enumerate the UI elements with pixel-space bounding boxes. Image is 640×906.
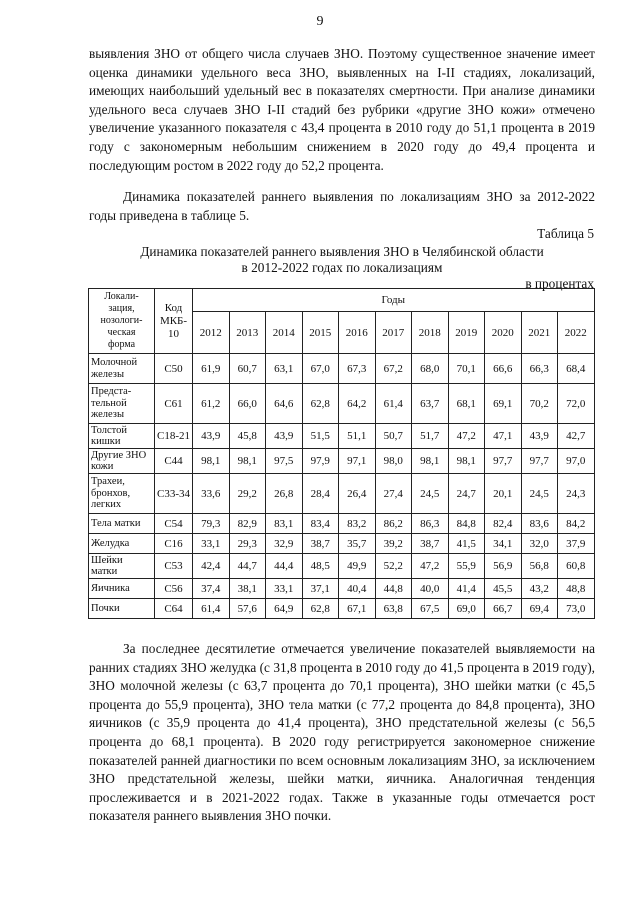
cell-value: 52,2 [375,554,412,579]
table-row [89,554,595,579]
row-localization: Трахеи, бронхов, легких [89,474,155,514]
row-localization: Желудка [89,534,155,554]
cell-value: 26,4 [339,474,376,514]
cell-value: 44,8 [375,579,412,599]
cell-value: 50,7 [375,424,412,449]
cell-value: 37,9 [558,534,595,554]
cell-value: 32,0 [521,534,558,554]
header-year: 2012 [193,312,230,354]
cell-value: 43,9 [266,424,303,449]
cell-value: 24,7 [448,474,485,514]
cell-value: 67,3 [339,354,376,384]
cell-value: 82,9 [229,514,266,534]
cell-value: 97,0 [558,449,595,474]
cell-value: 70,1 [448,354,485,384]
cell-value: 84,8 [448,514,485,534]
table-body [89,354,595,619]
cell-value: 97,7 [485,449,522,474]
early-detection-table [88,288,595,619]
cell-value: 83,1 [266,514,303,534]
row-icd-code: C53 [155,554,193,579]
cell-value: 98,1 [229,449,266,474]
cell-value: 64,2 [339,384,376,424]
table-row [89,449,595,474]
cell-value: 38,1 [229,579,266,599]
row-icd-code: C56 [155,579,193,599]
cell-value: 84,2 [558,514,595,534]
row-icd-code: C16 [155,534,193,554]
cell-value: 33,1 [266,579,303,599]
cell-value: 47,2 [448,424,485,449]
paragraph-analysis: За последнее десятилетие отмечается увеличение показателей выявляемости на ранних стадиях ЗНО желудка (с 31,8 процента в 2010 году до 41,5 процента в 2019 году), ЗНО молочной железы (с 63,7 процента до 70,1 процента), ЗНО шейки матки (с 45,5 процента до 55,9 процента), ЗНО тела матки (с 77,2 процента до 84,8 процента), ЗНО яичников (с 35,9 процента до 41,4 процента), ЗНО предстательной железы (с 56,5 процента до 68,1 процента). В 2020 году регистрируется закономерное снижение показателей ранней диагностики по всем основным локализациям ЗНО, за исключением ЗНО предстательной железы, шейки матки, яичника. Аналогичная тенденция прослеживается и в 2021-2022 годах. Также в указанные годы отмечается рост показателя раннего выявления ЗНО почки. [89,641,595,824]
cell-value: 37,4 [193,579,230,599]
cell-value: 29,2 [229,474,266,514]
header-year: 2022 [558,312,595,354]
cell-value: 86,2 [375,514,412,534]
cell-value: 63,1 [266,354,303,384]
cell-value: 44,7 [229,554,266,579]
cell-value: 29,3 [229,534,266,554]
cell-value: 67,0 [302,354,339,384]
cell-value: 66,6 [485,354,522,384]
cell-value: 83,6 [521,514,558,534]
cell-value: 86,3 [412,514,449,534]
cell-value: 61,4 [375,384,412,424]
cell-value: 98,1 [412,449,449,474]
cell-value: 72,0 [558,384,595,424]
cell-value: 63,7 [412,384,449,424]
cell-value: 28,4 [302,474,339,514]
table-title [89,244,595,276]
cell-value: 97,1 [339,449,376,474]
cell-value: 38,7 [412,534,449,554]
row-localization: Другие ЗНО кожи [89,449,155,474]
cell-value: 98,1 [448,449,485,474]
header-year: 2019 [448,312,485,354]
cell-value: 67,5 [412,599,449,619]
row-icd-code: C54 [155,514,193,534]
cell-value: 45,8 [229,424,266,449]
cell-value: 68,4 [558,354,595,384]
cell-value: 67,1 [339,599,376,619]
row-localization: Предста- тельной железы [89,384,155,424]
header-year: 2020 [485,312,522,354]
cell-value: 82,4 [485,514,522,534]
table-row [89,514,595,534]
cell-value: 35,7 [339,534,376,554]
table-header-row [89,289,595,312]
cell-value: 51,5 [302,424,339,449]
cell-value: 51,7 [412,424,449,449]
paragraph-table-reference: Динамика показателей раннего выявления по локализациям ЗНО за 2012-2022 годы приведена в таблице 5. [89,189,595,223]
cell-value: 38,7 [302,534,339,554]
cell-value: 60,8 [558,554,595,579]
cell-value: 83,4 [302,514,339,534]
cell-value: 33,1 [193,534,230,554]
header-year: 2016 [339,312,376,354]
cell-value: 56,8 [521,554,558,579]
cell-value: 24,5 [412,474,449,514]
cell-value: 56,9 [485,554,522,579]
cell-value: 49,9 [339,554,376,579]
header-year: 2018 [412,312,449,354]
cell-value: 68,1 [448,384,485,424]
cell-value: 47,1 [485,424,522,449]
cell-value: 66,3 [521,354,558,384]
cell-value: 62,8 [302,599,339,619]
cell-value: 39,2 [375,534,412,554]
table-row [89,599,595,619]
table-row [89,579,595,599]
row-localization: Тела матки [89,514,155,534]
cell-value: 26,8 [266,474,303,514]
cell-value: 37,1 [302,579,339,599]
paragraph-intro: выявления ЗНО от общего числа случаев ЗНО. Поэтому существенное значение имеет оценка динамики удельного веса ЗНО, выявленных на I-II стадиях, локализаций, имеющих наибольший удельный вес в показателях смертности. При анализе динамики удельного веса случаев ЗНО I-II стадий без рубрики «другие ЗНО кожи» отмечено увеличение указанного показателя с 43,4 процента в 2010 году до 51,1 процента в 2019 году с закономерным небольшим снижением в 2020 году до 49,4 процента и последующим ростом в 2022 году до 52,2 процента. [89,46,595,173]
cell-value: 68,0 [412,354,449,384]
cell-value: 27,4 [375,474,412,514]
row-icd-code: C18-21 [155,424,193,449]
cell-value: 83,2 [339,514,376,534]
cell-value: 66,0 [229,384,266,424]
cell-value: 97,7 [521,449,558,474]
cell-value: 48,5 [302,554,339,579]
cell-value: 20,1 [485,474,522,514]
cell-value: 47,2 [412,554,449,579]
cell-value: 40,0 [412,579,449,599]
cell-value: 32,9 [266,534,303,554]
table-title-line-2: в 2012-2022 годах по локализациям [241,260,443,275]
cell-value: 64,6 [266,384,303,424]
table-label: Таблица 5 [537,226,594,241]
row-localization: Толстой кишки [89,424,155,449]
cell-value: 98,1 [193,449,230,474]
table-row [89,534,595,554]
cell-value: 40,4 [339,579,376,599]
cell-value: 73,0 [558,599,595,619]
header-year: 2015 [302,312,339,354]
cell-value: 79,3 [193,514,230,534]
row-icd-code: C44 [155,449,193,474]
cell-value: 43,2 [521,579,558,599]
row-icd-code: C64 [155,599,193,619]
cell-value: 62,8 [302,384,339,424]
cell-value: 97,9 [302,449,339,474]
row-icd-code: C50 [155,354,193,384]
row-icd-code: C61 [155,384,193,424]
header-year: 2021 [521,312,558,354]
cell-value: 60,7 [229,354,266,384]
cell-value: 98,0 [375,449,412,474]
header-localization: Локали- зация, нозологи- ческая форма [89,289,155,354]
cell-value: 69,0 [448,599,485,619]
cell-value: 69,4 [521,599,558,619]
cell-value: 61,2 [193,384,230,424]
row-icd-code: C33-34 [155,474,193,514]
cell-value: 97,5 [266,449,303,474]
cell-value: 33,6 [193,474,230,514]
cell-value: 51,1 [339,424,376,449]
cell-value: 48,8 [558,579,595,599]
cell-value: 44,4 [266,554,303,579]
cell-value: 41,5 [448,534,485,554]
cell-value: 45,5 [485,579,522,599]
cell-value: 34,1 [485,534,522,554]
cell-value: 43,9 [521,424,558,449]
page-number: 9 [316,14,324,29]
header-years: Годы [193,289,595,312]
table-row [89,474,595,514]
cell-value: 24,5 [521,474,558,514]
header-year: 2014 [266,312,303,354]
table-title-line-1: Динамика показателей раннего выявления ЗНО в Челябинской области [140,244,544,259]
row-localization: Почки [89,599,155,619]
header-year: 2017 [375,312,412,354]
cell-value: 61,9 [193,354,230,384]
cell-value: 41,4 [448,579,485,599]
table-row [89,424,595,449]
row-localization: Молочной железы [89,354,155,384]
row-localization: Яичника [89,579,155,599]
cell-value: 42,4 [193,554,230,579]
table-row [89,384,595,424]
cell-value: 24,3 [558,474,595,514]
table-row [89,354,595,384]
cell-value: 67,2 [375,354,412,384]
cell-value: 63,8 [375,599,412,619]
cell-value: 69,1 [485,384,522,424]
cell-value: 57,6 [229,599,266,619]
cell-value: 61,4 [193,599,230,619]
cell-value: 43,9 [193,424,230,449]
header-icd-code: Код МКБ- 10 [155,289,193,354]
cell-value: 42,7 [558,424,595,449]
table-units: в процентах [525,276,594,291]
header-year: 2013 [229,312,266,354]
cell-value: 55,9 [448,554,485,579]
row-localization: Шейки матки [89,554,155,579]
cell-value: 70,2 [521,384,558,424]
cell-value: 64,9 [266,599,303,619]
cell-value: 66,7 [485,599,522,619]
